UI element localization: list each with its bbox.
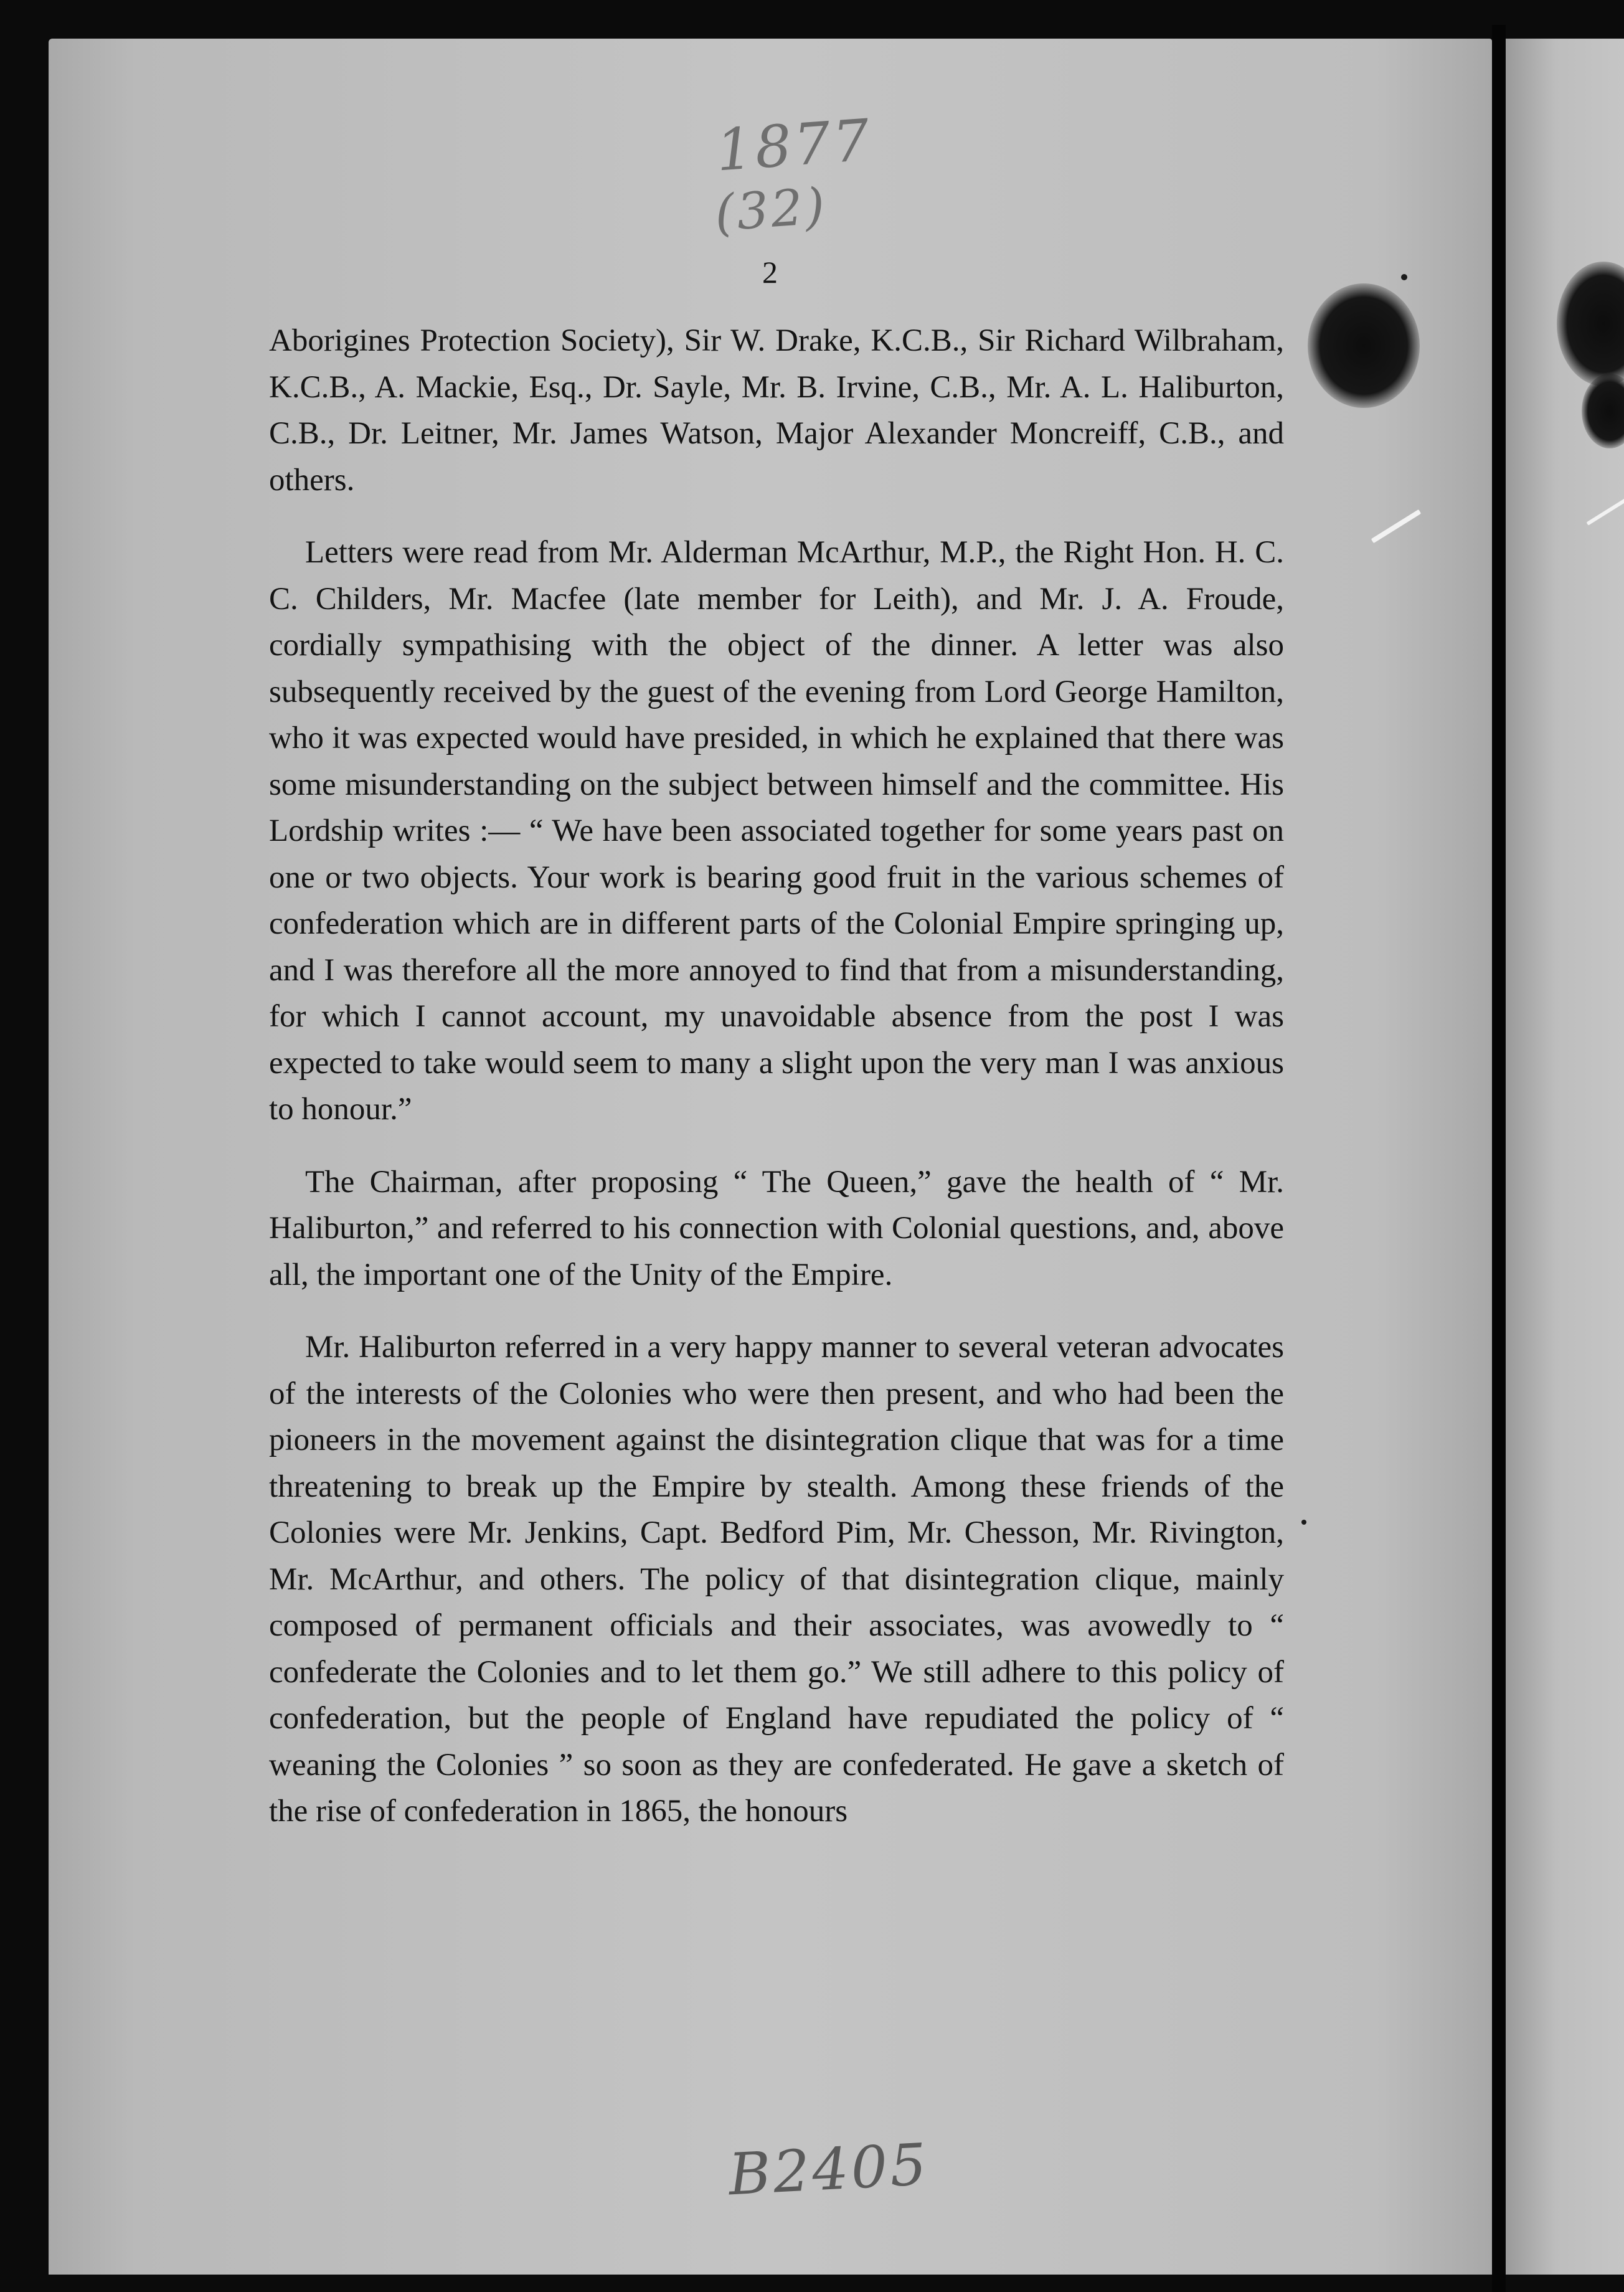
paragraph-letters: Letters were read from Mr. Alderman McArthur, M.P., the Right Hon. H. C. C. Childers, Mr. Macfee (late member for Leith), and Mr. J. A. Froude, cordially sympathising with the object of the dinner. A letter was also subsequently received by the guest of the evening from Lord George Hamilton, who it was expected would have presided, in which he explained that there was some misunderstanding on the subject between himself and the committee. His Lordship writes :— “ We have been associated together for some years past on one or two objects. Your work is bearing good fruit in the various schemes of confederation which are in different parts of the Colonial Empire springing up, and I was therefore all the more annoyed to find that from a misunderstanding, for which I cannot account, my unavoidable absence from the post I was expected to take would seem to many a slight upon the very man I was anxious to honour.” [269, 535, 1284, 1127]
speck [1401, 274, 1407, 280]
paragraph-attendees: Aborigines Protection Society), Sir W. Drake, K.C.B., Sir Richard Wilbraham, K.C.B., A. Mackie, Esq., Dr. Sayle, Mr. B. Irvine, C.B., Mr. A. L. Haliburton, C.B., Dr. Leitner, Mr. James Watson, Major Alexander Moncreiff, C.B., and others. [269, 323, 1284, 498]
ink-stain-left [1308, 283, 1420, 408]
paragraph-chairman-toast: The Chairman, after proposing “ The Queen,” gave the health of “ Mr. Haliburton,” and referred to his connection with Colonial questions, and, above all, the important one of the Unity of the Empire. [269, 1164, 1284, 1292]
body-text [269, 318, 1284, 1861]
handwritten-item-number: (32) [712, 176, 829, 243]
handwritten-catalogue-number: B2405 [727, 2131, 931, 2209]
speck [1301, 1520, 1306, 1525]
page-number: 2 [762, 255, 778, 290]
page-gutter [1492, 25, 1506, 2292]
handwritten-year: 1877 [714, 107, 874, 184]
paragraph-haliburton-reply: Mr. Haliburton referred in a very happy manner to several veteran advocates of the interests of the Colonies who were then present, and who had been the pioneers in the movement against the disintegration clique that was for a time threatening to break up the Empire by stealth. Among these friends of the Colonies were Mr. Jenkins, Capt. Bedford Pim, Mr. Chesson, Mr. Rivington, Mr. McArthur, and others. The policy of that disintegration clique, mainly composed of permanent officials and their associates, was avowedly to “ confederate the Colonies and to let them go.” We still adhere to this policy of confederation, but the people of England have repudiated the policy of “ weaning the Colonies ” so soon as they are confederated. He gave a sketch of the rise of confederation in 1865, the honours [269, 1330, 1284, 1829]
